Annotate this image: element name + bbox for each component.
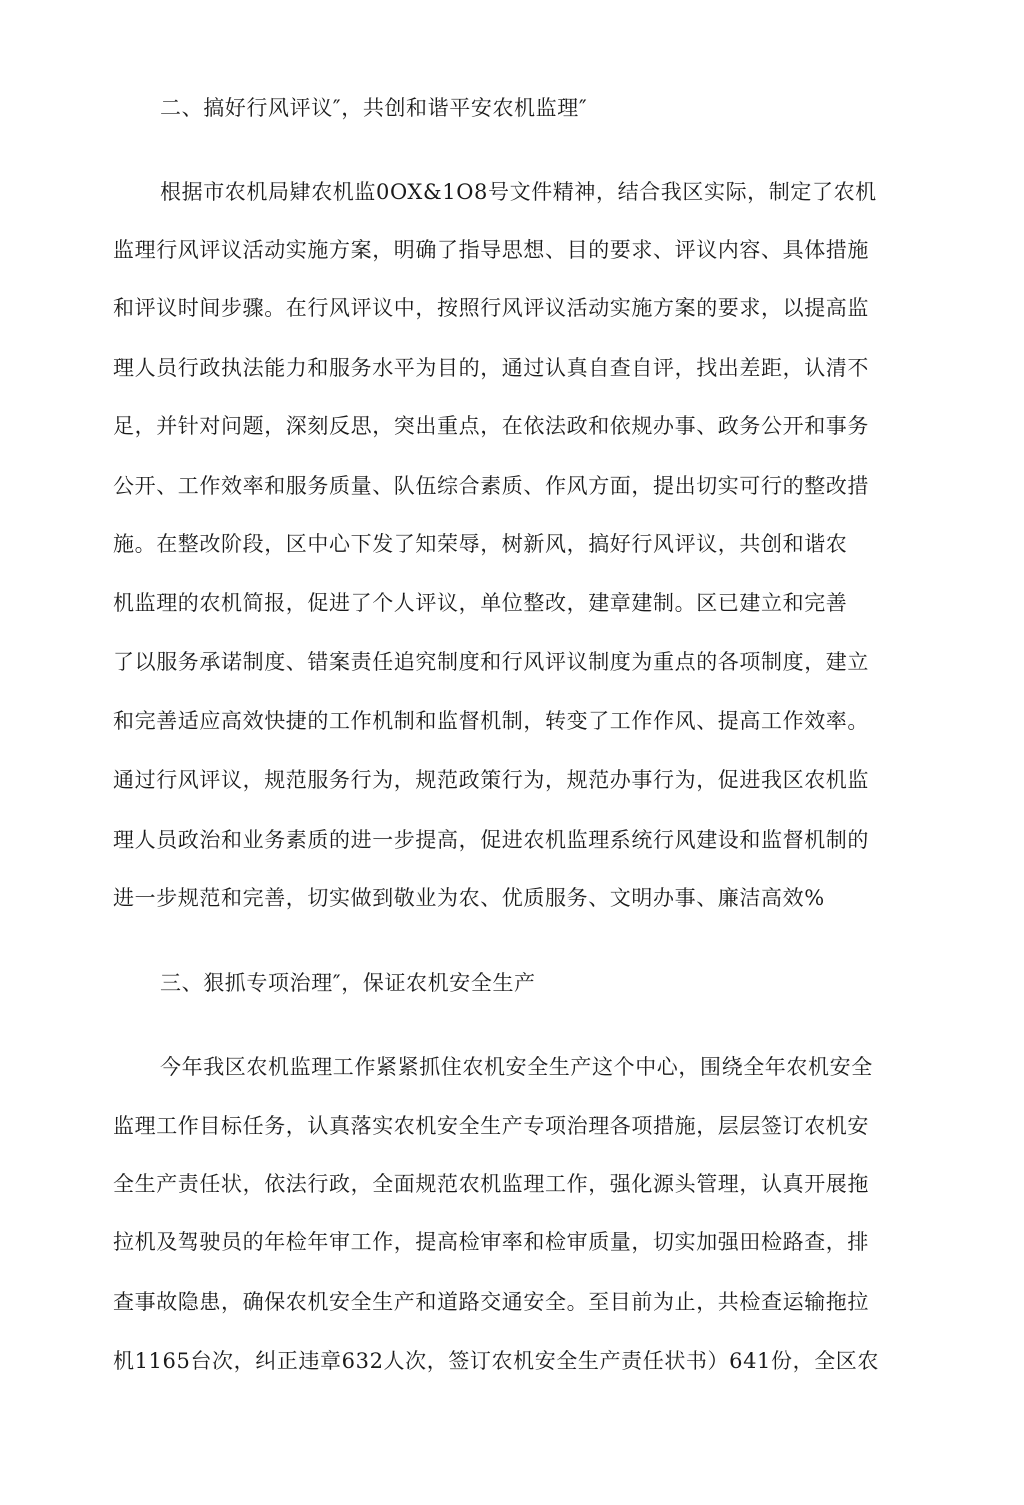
paragraph-line: 全生产责任状，依法行政，全面规范农机监理工作，强化源头管理，认真开展拖 bbox=[113, 1172, 869, 1196]
paragraph-line: 机1165台次，纠正违章632人次，签订农机安全生产责任状书）641份，全区农 bbox=[113, 1349, 880, 1373]
paragraph-line: 通过行风评议，规范服务行为，规范政策行为，规范办事行为，促进我区农机监 bbox=[113, 768, 869, 792]
paragraph-line: 进一步规范和完善，切实做到敬业为农、优质服务、文明办事、廉洁高效% bbox=[113, 886, 825, 910]
paragraph-line: 理人员政治和业务素质的进一步提高，促进农机监理系统行风建设和监督机制的 bbox=[113, 828, 869, 852]
paragraph-line: 和评议时间步骤。在行风评议中，按照行风评议活动实施方案的要求，以提高监 bbox=[113, 296, 869, 320]
paragraph-line: 和完善适应高效快捷的工作机制和监督机制，转变了工作作风、提高工作效率。 bbox=[113, 709, 869, 733]
paragraph-line: 拉机及驾驶员的年检年审工作，提高检审率和检审质量，切实加强田检路查，排 bbox=[113, 1230, 869, 1254]
paragraph-line: 监理工作目标任务，认真落实农机安全生产专项治理各项措施，层层签订农机安 bbox=[113, 1114, 869, 1138]
paragraph-line: 理人员行政执法能力和服务水平为目的，通过认真自查自评，找出差距，认清不 bbox=[113, 356, 869, 380]
paragraph-line: 查事故隐患，确保农机安全生产和道路交通安全。至目前为止，共检查运输拖拉 bbox=[113, 1290, 869, 1314]
paragraph-line: 施。在整改阶段，区中心下发了知荣辱，树新风，搞好行风评议，共创和谐农 bbox=[113, 532, 848, 556]
paragraph-line: 足，并针对问题，深刻反思，突出重点，在依法政和依规办事、政务公开和事务 bbox=[113, 414, 869, 438]
section-heading: 三、狠抓专项治理″，保证农机安全生产 bbox=[160, 971, 536, 995]
paragraph-line: 监理行风评议活动实施方案，明确了指导思想、目的要求、评议内容、具体措施 bbox=[113, 238, 869, 262]
paragraph-line: 机监理的农机简报，促进了个人评议，单位整改，建章建制。区已建立和完善 bbox=[113, 591, 848, 615]
paragraph-line: 今年我区农机监理工作紧紧抓住农机安全生产这个中心，围绕全年农机安全 bbox=[160, 1055, 873, 1079]
paragraph-line: 根据市农机局肄农机监0OX&1O8号文件精神，结合我区实际，制定了农机 bbox=[160, 180, 877, 204]
paragraph-line: 了以服务承诺制度、错案责任追究制度和行风评议制度为重点的各项制度，建立 bbox=[113, 650, 869, 674]
section-heading: 二、搞好行风评议″，共创和谐平安农机监理″ bbox=[160, 96, 588, 120]
paragraph-line: 公开、工作效率和服务质量、队伍综合素质、作风方面，提出切实可行的整改措 bbox=[113, 474, 869, 498]
